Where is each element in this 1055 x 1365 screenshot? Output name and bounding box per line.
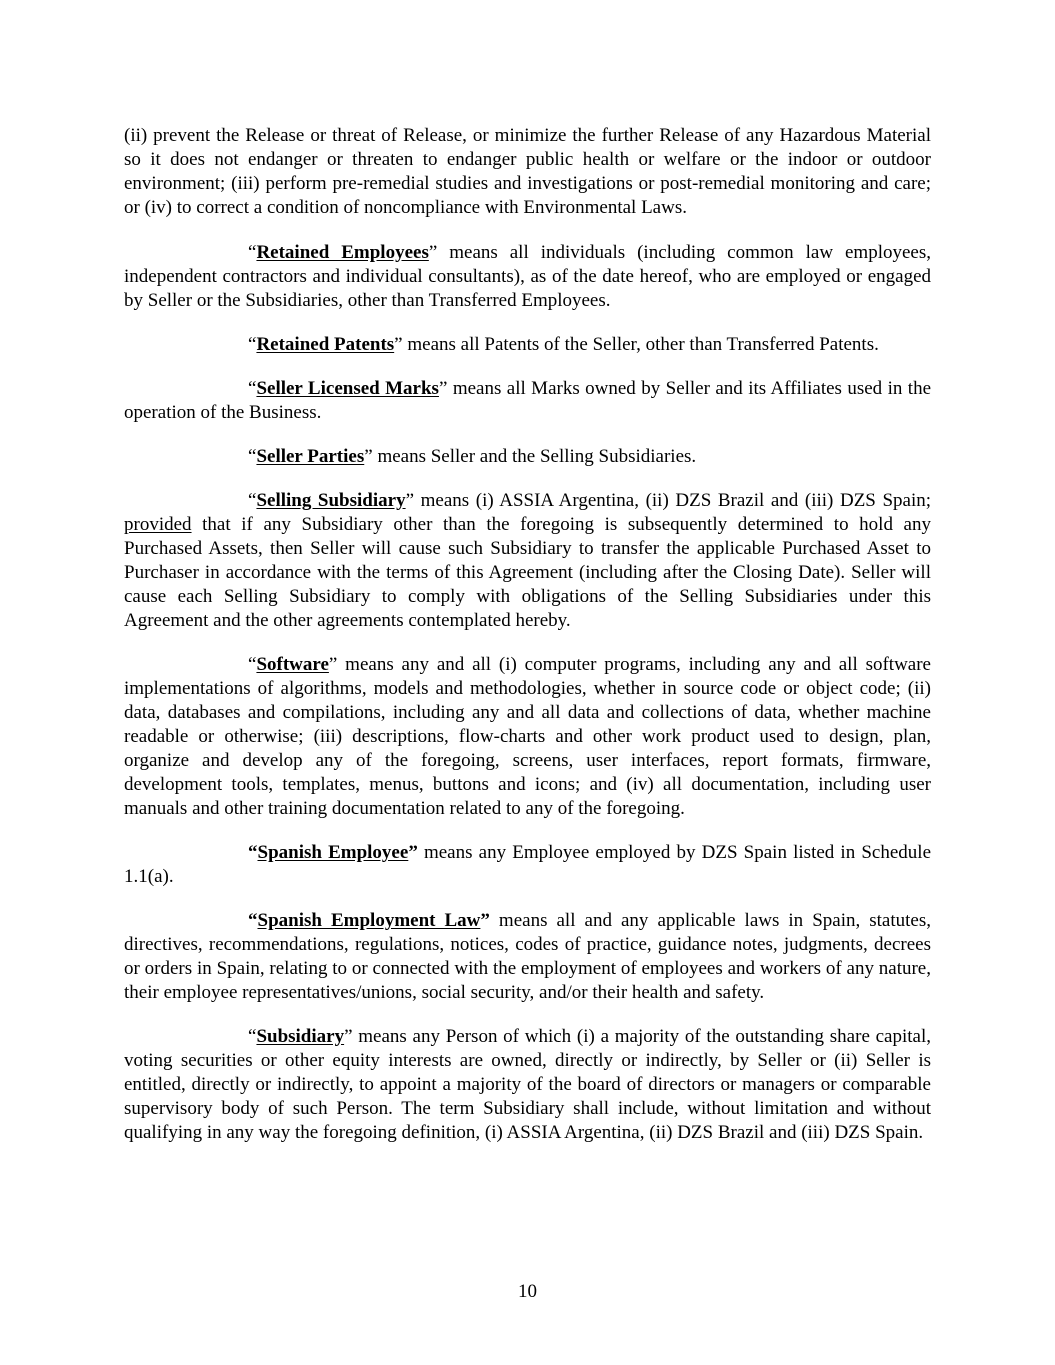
defined-term: Spanish Employee — [257, 842, 409, 863]
definition-text: means any Person of which (i) a majority of the outstanding share capital, voting securities or other equity interests are owned, directly or indirectly, by Seller or (ii) Seller is entitled, directly or indirectly, to appoint a majority of the board of directors or managers or comparable supervisory body of such Person. The term Subsidiary shall include, without limitation and without qualifying in any way the foregoing definition, (i) ASSIA Argentina, (ii) DZS Brazil and (iii) DZS Spain. — [124, 1026, 931, 1143]
definition-subsidiary — [124, 1025, 931, 1145]
definition-text: means all individuals (including common law employees, independent contractors and individual consultants), as of the date hereof, who are employed or engaged by Seller or the Subsidiaries, other than Transferred Employees. — [124, 242, 932, 311]
close-quote: ” — [408, 842, 418, 863]
definition-spanish-employee — [124, 841, 931, 889]
close-quote: ” — [394, 334, 403, 355]
close-quote: ” — [328, 654, 338, 675]
defined-term: Retained Patents — [256, 334, 395, 355]
definition-seller-parties — [124, 445, 931, 469]
definition-text: that if any Subsidiary other than the foregoing is subsequently determined to hold any Purchased Assets, then Seller will cause such Subsidiary to transfer the applicable Purchased Asset to Purchaser in accordance with the terms of this Agreement (including after the Closing Date). Seller will cause each Selling Subsidiary to comply with obligations of the Selling Subsidiaries under this Agreement and the other agreements contemplated hereby. — [124, 514, 931, 631]
definition-text: means any and all (i) computer programs, including any and all software implementations of algorithms, models and methodologies, whether in source code or object code; (ii) data, databases and compilations, including any and all data and collections of data, whether machine readable or otherwise; (iii) descriptions, flow-charts and other work product used to design, plan, organize and develop any of the foregoing, screens, user interfaces, report formats, firmware, development tools, templates, menus, buttons and icons; and (iv) all documentation, including user manuals and other training documentation related to any of the foregoing. — [124, 654, 931, 819]
definition-text: means all Patents of the Seller, other than Transferred Patents. — [402, 334, 879, 355]
open-quote: “ — [248, 1026, 257, 1047]
definition-text: means all Marks owned by Seller and its Affiliates used in the operation of the Business. — [124, 378, 932, 423]
close-quote: ” — [344, 1026, 353, 1047]
definition-text-part: means (i) ASSIA Argentina, (ii) DZS Brazil and (iii) DZS Spain; — [414, 490, 932, 511]
definition-retained-employees — [124, 241, 931, 313]
defined-term: Spanish Employment Law — [257, 910, 481, 931]
defined-term: Selling Subsidiary — [256, 490, 406, 511]
close-quote: ” — [364, 446, 373, 467]
defined-term: Seller Licensed Marks — [256, 378, 439, 399]
defined-term: Seller Parties — [256, 446, 365, 467]
defined-term: Subsidiary — [256, 1026, 345, 1047]
open-quote: “ — [248, 242, 257, 263]
definition-text: means any Employee employed by DZS Spain listed in Schedule 1.1(a). — [124, 842, 932, 887]
page-number: 10 — [518, 1281, 537, 1302]
close-quote: ” — [480, 910, 490, 931]
definition-software — [124, 653, 931, 821]
open-quote: “ — [248, 654, 257, 675]
open-quote: “ — [248, 910, 258, 931]
open-quote: “ — [248, 334, 257, 355]
definition-text: means all and any applicable laws in Spain, statutes, directives, recommendations, regulations, notices, codes of practice, guidance notes, judgments, decrees or orders in Spain, relating to or connected with the employment of employees and workers of any nature, their employee representatives/unions, social security, and/or their health and safety. — [124, 910, 932, 1003]
open-quote: “ — [248, 378, 257, 399]
underlined-provided: provided — [124, 514, 192, 535]
open-quote: “ — [248, 446, 257, 467]
defined-term: Retained Employees — [256, 242, 429, 263]
definition-seller-licensed-marks — [124, 377, 931, 425]
close-quote: ” — [438, 378, 448, 399]
definition-selling-subsidiary — [124, 489, 931, 633]
open-quote: “ — [248, 842, 258, 863]
close-quote: ” — [405, 490, 415, 511]
open-quote: “ — [248, 490, 257, 511]
definition-text: means Seller and the Selling Subsidiaries. — [372, 446, 697, 467]
close-quote: ” — [428, 242, 438, 263]
intro-paragraph: (ii) prevent the Release or threat of Release, or minimize the further Release of any Hazardous Material so it does not endanger or threaten to endanger public health or welfare or the indoor or outdoor environment; (iii) perform pre-remedial studies and investigations or post-remedial monitoring and care; or (iv) to correct a condition of noncompliance with Environmental Laws. — [124, 125, 931, 218]
defined-term: Software — [256, 654, 329, 675]
definition-retained-patents — [124, 333, 931, 357]
definition-spanish-employment-law — [124, 909, 931, 1005]
document-page — [124, 124, 931, 1165]
